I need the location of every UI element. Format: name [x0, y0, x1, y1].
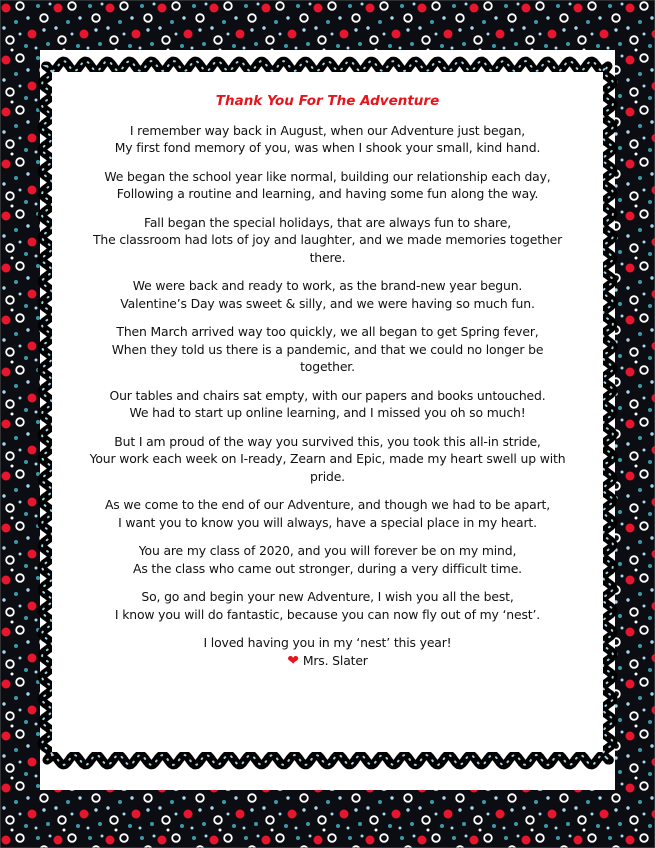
poem-line: Your work each week on I-ready, Zearn and Epic, made my heart swell up with: [89, 451, 566, 466]
stanza: [60, 588, 595, 623]
poem-line: The classroom had lots of joy and laughter, and we made memories together: [92, 232, 563, 247]
poem-line: I want you to know you will always, have a special place in my heart.: [118, 514, 537, 530]
poem-line: You are my class of 2020, and you will forever be on my mind,: [138, 543, 517, 558]
stanza: [60, 277, 595, 312]
poem-stanzas: [60, 122, 595, 624]
stanza: [60, 214, 595, 267]
stanza: [60, 542, 595, 577]
poem-line: Valentine’s Day was sweet & silly, and we were having so much fun.: [120, 295, 535, 311]
poem-line: there.: [309, 249, 346, 265]
poem-line: So, go and begin your new Adventure, I wish you all the best,: [141, 589, 514, 604]
stanza: [60, 323, 595, 376]
stanza: [60, 496, 595, 531]
signature: Mrs. Slater: [302, 652, 368, 668]
poem-line: When they told us there is a pandemic, and that we could no longer be: [111, 341, 544, 357]
poem: [60, 93, 595, 670]
poem-line: I remember way back in August, when our Adventure just began,: [129, 122, 526, 138]
poem-line: Fall began the special holidays, that are always fun to share,: [144, 214, 511, 230]
poem-line: Then March arrived way too quickly, we all began to get Spring fever,: [116, 324, 539, 339]
heart-icon: ❤: [287, 652, 299, 669]
poem-line: As the class who came out stronger, during a very difficult time.: [133, 560, 522, 576]
poem-line: But I am proud of the way you survived this, you took this all-in stride,: [114, 433, 541, 449]
poem-line: We began the school year like normal, building our relationship each day,: [104, 168, 551, 184]
poem-line: My first fond memory of you, was when I shook your small, kind hand.: [114, 140, 541, 155]
poem-line: We had to start up online learning, and I missed you oh so much!: [129, 405, 526, 420]
poem-line: We were back and ready to work, as the brand-new year begun.: [132, 278, 523, 293]
closing: [60, 634, 595, 670]
poem-line: together.: [300, 359, 355, 374]
poem-line: I know you will do fantastic, because you can now fly out of my ‘nest’.: [114, 606, 541, 622]
signature-row: [60, 652, 595, 671]
poem-title: Thank You For The Adventure: [215, 93, 440, 109]
closing-line: I loved having you in my ‘nest’ this year!: [203, 635, 452, 650]
stanza: [60, 122, 595, 157]
poem-line: pride.: [310, 468, 345, 484]
poem-line: Following a routine and learning, and having some fun along the way.: [116, 186, 539, 201]
poem-line: As we come to the end of our Adventure, and though we had to be apart,: [104, 497, 551, 512]
stanza: [60, 433, 595, 486]
stanza: [60, 168, 595, 203]
poem-line: Our tables and chairs sat empty, with our papers and books untouched.: [109, 387, 546, 403]
stanza: [60, 387, 595, 422]
